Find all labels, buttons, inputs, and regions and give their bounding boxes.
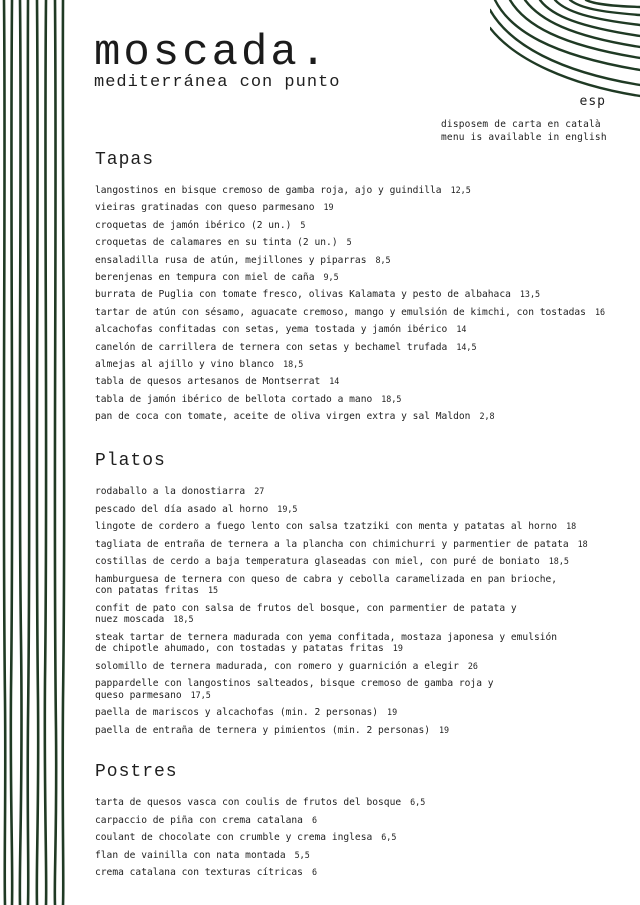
item-price: 18	[566, 521, 577, 531]
menu-item	[95, 661, 625, 673]
item-name: langostinos en bisque cremoso de gamba roja, ajo y guindilla	[95, 185, 442, 196]
item-price: 9,5	[323, 271, 339, 282]
menu-item	[95, 556, 625, 568]
item-price: 18,5	[283, 358, 304, 369]
menu-item	[95, 632, 625, 655]
catalan-note: disposem de carta en català	[441, 119, 601, 130]
item-name: ensaladilla rusa de atún, mejillones y piparras	[95, 254, 367, 266]
item-price: 8,5	[375, 254, 391, 265]
item-name: flan de vainilla con nata montada	[95, 849, 286, 861]
item-list	[95, 486, 625, 736]
item-name: rodaballo a la donostiarra	[95, 486, 246, 497]
decorative-stripes	[0, 0, 70, 905]
menu-item	[95, 539, 625, 551]
item-name: coulant de chocolate con crumble y crema inglesa	[95, 832, 373, 843]
brand-tagline: mediterránea con punto	[94, 73, 341, 92]
item-name: costillas de cerdo a baja temperatura glaseadas con miel, con puré de boniato	[95, 556, 540, 567]
item-price: 5,5	[294, 849, 310, 860]
menu-item	[95, 850, 625, 862]
section-postres	[95, 762, 625, 885]
item-name: tabla de jamón ibérico de bellota cortado a mano	[95, 393, 373, 405]
item-price: 5	[300, 219, 306, 230]
item-price: 18,5	[381, 393, 402, 404]
item-name: crema catalana con texturas cítricas	[95, 867, 303, 878]
item-name: hamburguesa de ternera con queso de cabra y cebolla caramelizada en pan brioche, con patatas fritas	[95, 573, 558, 596]
item-price: 19	[323, 202, 334, 213]
item-name: alcachofas confitadas con setas, yema tostada y jamón ibérico	[95, 324, 448, 336]
menu-item	[95, 342, 625, 354]
decorative-swirl	[490, 0, 640, 100]
item-name: croquetas de jamón ibérico (2 un.)	[95, 219, 292, 231]
menu-item	[95, 289, 625, 301]
item-price: 14	[456, 324, 467, 335]
item-name: almejas al ajillo y vino blanco	[95, 358, 275, 370]
item-price: 13,5	[519, 289, 541, 300]
item-list	[95, 185, 625, 423]
item-price: 18,5	[548, 556, 569, 566]
item-name: berenjenas en tempura con miel de caña	[95, 271, 315, 283]
section-platos	[95, 451, 625, 742]
item-price: 5	[346, 237, 352, 248]
item-price: 19	[439, 724, 450, 735]
menu-item	[95, 797, 625, 809]
item-price: 17,5	[190, 689, 211, 700]
item-price: 2,8	[479, 411, 495, 422]
menu-item	[95, 707, 625, 719]
item-name: paella de entraña de ternera y pimientos (min. 2 personas)	[95, 724, 431, 736]
item-price: 19	[387, 707, 398, 717]
item-price: 18,5	[173, 614, 194, 624]
menu-item	[95, 574, 625, 597]
item-name: paella de mariscos y alcachofas (min. 2 personas)	[95, 707, 379, 718]
menu-item	[95, 832, 625, 844]
item-name: canelón de carrillera de ternera con setas y bechamel trufada	[95, 341, 448, 353]
item-name: pescado del día asado al horno	[95, 503, 269, 515]
menu-item	[95, 376, 625, 388]
section-tapas	[95, 150, 625, 428]
item-price: 12,5	[450, 185, 471, 195]
menu-item	[95, 815, 625, 827]
menu-item	[95, 202, 625, 214]
menu-item	[95, 272, 625, 284]
item-name: tagliata de entraña de ternera a la plancha con chimichurri y parmentier de patata	[95, 538, 569, 550]
menu-item	[95, 324, 625, 336]
menu-item	[95, 603, 625, 626]
section-title: Platos	[95, 451, 166, 471]
item-name: burrata de Puglia con tomate fresco, olivas Kalamata y pesto de albahaca	[95, 289, 511, 301]
item-price: 18	[577, 538, 588, 549]
menu-item	[95, 521, 625, 533]
menu-item	[95, 394, 625, 406]
item-price: 15	[207, 585, 219, 595]
language-note	[441, 118, 607, 144]
item-name: pan de coca con tomate, aceite de oliva virgen extra y sal Maldon	[95, 411, 471, 423]
item-price: 6,5	[381, 832, 397, 842]
item-name: lingote de cordero a fuego lento con salsa tzatziki con menta y patatas al horno	[95, 521, 558, 532]
item-name: solomillo de ternera madurada, con romero y guarnición a elegir	[95, 660, 459, 672]
menu-item	[95, 411, 625, 423]
item-price: 14,5	[456, 341, 477, 352]
item-price: 6	[311, 867, 317, 877]
item-name: steak tartar de ternera madurada con yema confitada, mostaza japonesa y emulsión de chipotle ahumado, con tostadas y patatas fritas	[95, 631, 558, 654]
item-price: 16	[594, 306, 606, 317]
item-name: vieiras gratinadas con queso parmesano	[95, 202, 315, 214]
item-price: 27	[254, 486, 265, 496]
item-name: pappardelle con langostinos salteados, bisque cremoso de gamba roja y queso parmesano	[95, 678, 494, 701]
menu-item	[95, 220, 625, 232]
menu-item	[95, 678, 625, 701]
menu-item	[95, 185, 625, 197]
item-price: 14	[329, 376, 340, 387]
item-price: 26	[467, 660, 478, 671]
brand	[94, 30, 340, 92]
item-name: carpaccio de piña con crema catalana	[95, 814, 303, 826]
english-note: menu is available in english	[441, 132, 607, 143]
section-title: Postres	[95, 762, 178, 782]
item-price: 19,5	[277, 503, 298, 514]
menu-item	[95, 255, 625, 267]
menu-item	[95, 359, 625, 371]
item-price: 6	[311, 814, 317, 825]
menu-item	[95, 237, 625, 249]
menu-item	[95, 307, 625, 319]
menu-item	[95, 867, 625, 879]
item-list	[95, 797, 625, 879]
item-name: croquetas de calamares en su tinta (2 un.)	[95, 237, 338, 249]
item-name: tabla de quesos artesanos de Montserrat	[95, 376, 321, 388]
item-name: tartar de atún con sésamo, aguacate cremoso, mango y emulsión de kimchi, con tostadas	[95, 306, 586, 318]
menu-item	[95, 725, 625, 737]
item-price: 19	[392, 643, 403, 653]
language-indicator: esp	[579, 94, 606, 109]
menu-item	[95, 504, 625, 516]
item-price: 6,5	[410, 797, 426, 807]
menu-item	[95, 486, 625, 498]
section-title: Tapas	[95, 150, 155, 170]
item-name: tarta de quesos vasca con coulis de frutos del bosque	[95, 797, 402, 808]
brand-name: moscada.	[94, 28, 330, 78]
item-name: confit de pato con salsa de frutos del bosque, con parmentier de patata y nuez moscada	[95, 602, 517, 625]
